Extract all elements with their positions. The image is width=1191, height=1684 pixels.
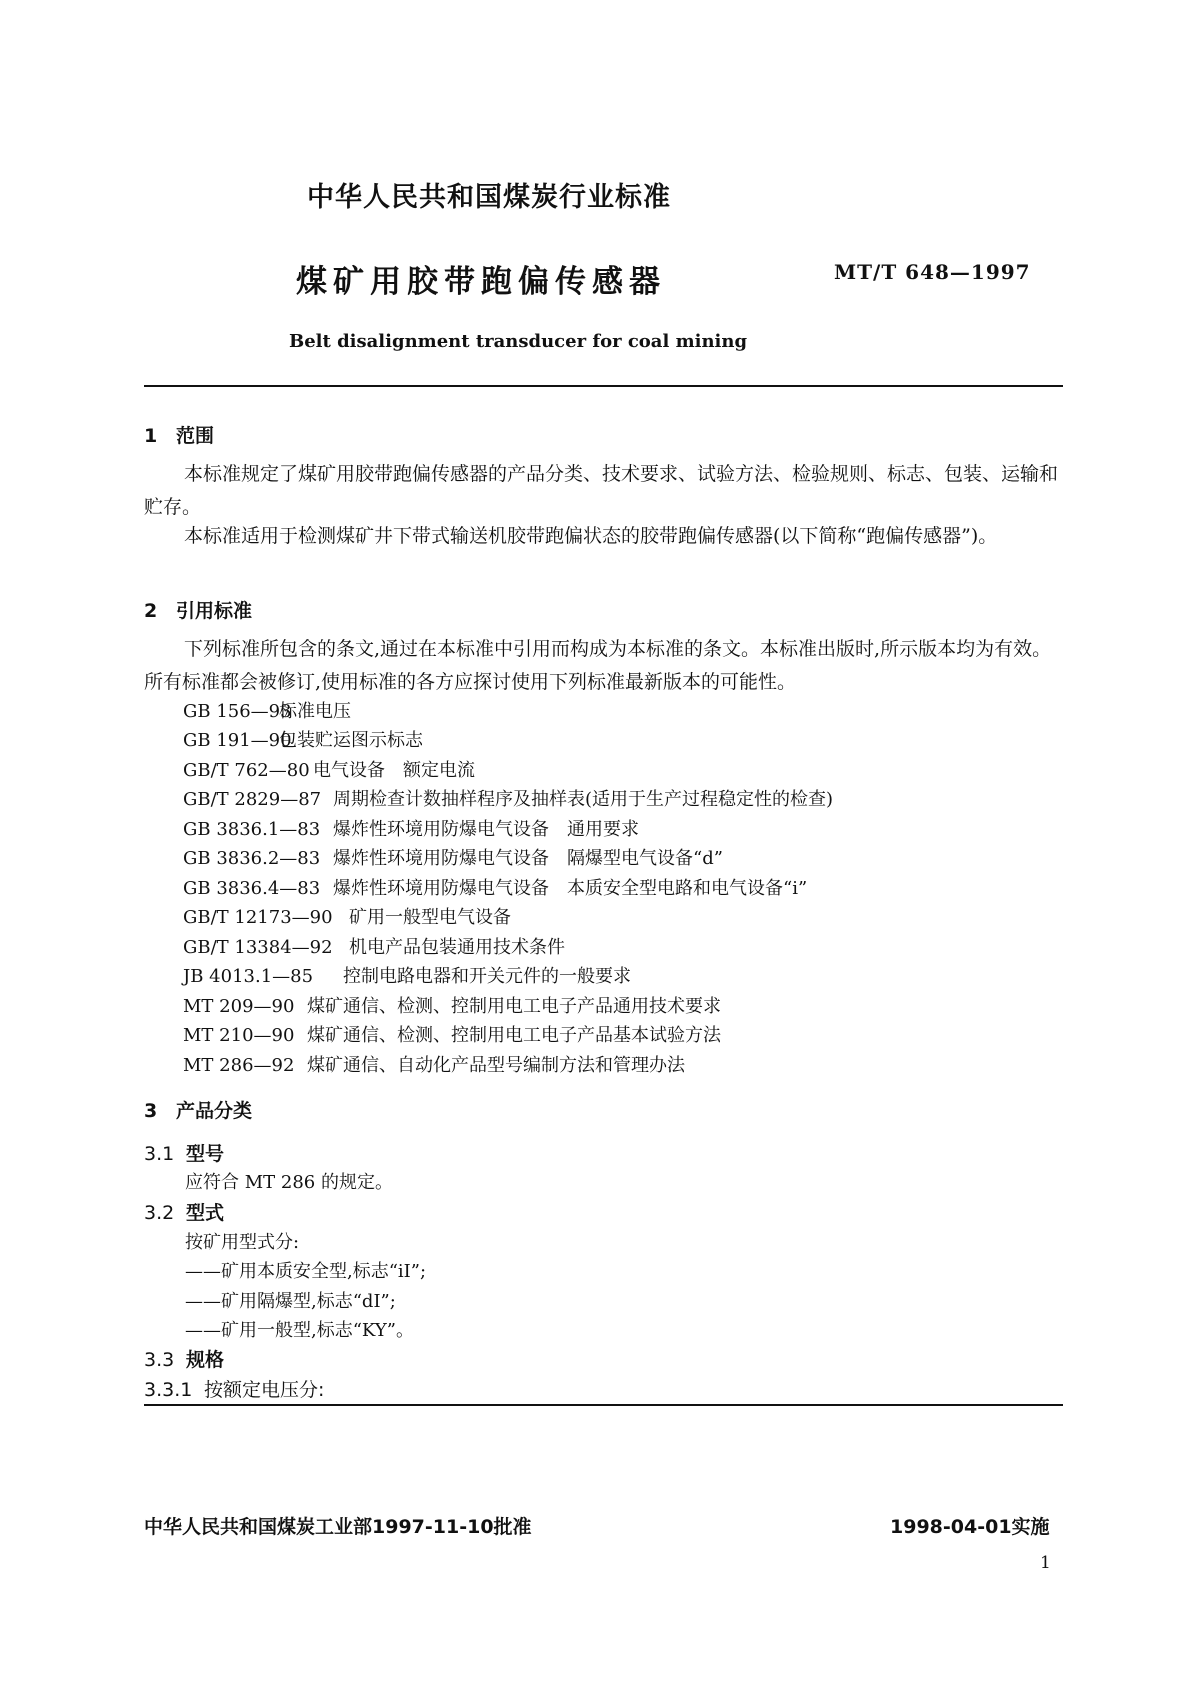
subsection-3-1-text: 应符合 MT 286 的规定。 [185,1172,393,1193]
reference-code: GB/T 2829—87 [183,789,322,810]
reference-title: 电气设备 额定电流 [313,760,475,781]
section-title: 范围 [176,425,215,447]
list-item: ——矿用一般型,标志“KY”。 [185,1320,414,1341]
reference-item [183,815,639,841]
section-title: 产品分类 [176,1100,253,1122]
reference-item [183,785,833,811]
reference-title: 煤矿通信、检测、控制用电工电子产品基本试验方法 [307,1025,721,1046]
reference-code: GB 191—90 [183,730,292,751]
section-2-heading [144,596,252,623]
reference-title: 包装贮运图示标志 [279,730,423,751]
reference-item [183,1051,685,1077]
reference-code: GB 3836.2—83 [183,848,321,869]
reference-item [183,844,723,870]
document-title-english: Belt disalignment transducer for coal mining [289,331,748,352]
footer-rule [144,1404,1063,1406]
header-rule [144,385,1063,387]
reference-title: 爆炸性环境用防爆电气设备 通用要求 [333,819,639,840]
reference-item [183,726,423,752]
subsection-3-2-heading [144,1198,224,1225]
section-3-heading [144,1096,252,1123]
reference-title: 煤矿通信、检测、控制用电工电子产品通用技术要求 [307,996,721,1017]
reference-item [183,992,721,1018]
reference-title: 标准电压 [279,701,351,722]
section-title: 引用标准 [176,600,253,622]
subsection-number: 3.2 [144,1202,175,1224]
section-number: 3 [144,1100,158,1122]
section-1-heading [144,421,214,448]
reference-code: JB 4013.1—85 [183,966,314,987]
subsection-title: 型式 [186,1202,225,1224]
reference-title: 周期检查计数抽样程序及抽样表(适用于生产过程稳定性的检查) [333,789,834,810]
page-number: 1 [1040,1553,1051,1573]
subsection-title: 型号 [186,1143,225,1165]
subsection-3-3-heading [144,1345,224,1372]
reference-code: MT 210—90 [183,1025,295,1046]
reference-title: 煤矿通信、自动化产品型号编制方法和管理办法 [307,1055,685,1076]
reference-code: MT 209—90 [183,996,295,1017]
reference-item [183,933,565,959]
reference-title: 机电产品包装通用技术条件 [349,937,565,958]
reference-code: GB 3836.1—83 [183,819,321,840]
reference-code: GB 3836.4—83 [183,878,321,899]
subsection-3-1-heading [144,1139,224,1166]
reference-item [183,903,511,929]
standard-category-heading: 中华人民共和国煤炭行业标准 [307,182,671,213]
reference-title: 爆炸性环境用防爆电气设备 本质安全型电路和电气设备“i” [333,878,808,899]
list-item: ——矿用本质安全型,标志“iI”; [185,1261,427,1282]
section-number: 2 [144,600,158,622]
reference-code: GB/T 12173—90 [183,907,333,928]
reference-item [183,697,351,723]
reference-title: 爆炸性环境用防爆电气设备 隔爆型电气设备“d” [333,848,723,869]
subsection-3-3-1 [144,1375,324,1402]
reference-code: GB/T 762—80 [183,760,310,781]
section-number: 1 [144,425,158,447]
reference-item [183,874,807,900]
paragraph-text: 下列标准所包含的条文,通过在本标准中引用而构成为本标准的条文。本标准出版时,所示版本均为有效。所有标准都会被修订,使用标准的各方应探讨使用下列标准最新版本的可能性。 [144,638,1052,693]
section-2-paragraph-1 [144,633,1063,699]
reference-item [183,962,631,988]
reference-title: 矿用一般型电气设备 [349,907,511,928]
reference-code: GB/T 13384—92 [183,937,333,958]
reference-code: GB 156—93 [183,701,292,722]
reference-item [183,1021,721,1047]
reference-title: 控制电路电器和开关元件的一般要求 [343,966,631,987]
paragraph-text: 本标准适用于检测煤矿井下带式输送机胶带跑偏状态的胶带跑偏传感器(以下简称“跑偏传感器”)。 [184,525,998,547]
approval-line: 中华人民共和国煤炭工业部1997-11-10批准 [144,1516,532,1538]
subsection-title: 规格 [186,1349,225,1371]
paragraph-text: 本标准规定了煤矿用胶带跑偏传感器的产品分类、技术要求、试验方法、检验规则、标志、包装、运输和贮存。 [144,463,1059,518]
reference-item [183,756,475,782]
subsection-number: 3.3 [144,1349,175,1371]
subsection-number: 3.3.1 [144,1379,193,1401]
subsection-3-2-intro: 按矿用型式分: [185,1232,300,1253]
reference-code: MT 286—92 [183,1055,295,1076]
subsection-number: 3.1 [144,1143,175,1165]
effective-date-line: 1998-04-01实施 [890,1516,1050,1538]
standard-code: MT/T 648—1997 [834,260,1031,284]
section-1-paragraph-2 [144,520,1063,553]
document-title: 煤矿用胶带跑偏传感器 [296,264,666,300]
section-1-paragraph-1 [144,458,1063,524]
subsection-text: 按额定电压分: [204,1379,325,1401]
list-item: ——矿用隔爆型,标志“dI”; [185,1291,396,1312]
